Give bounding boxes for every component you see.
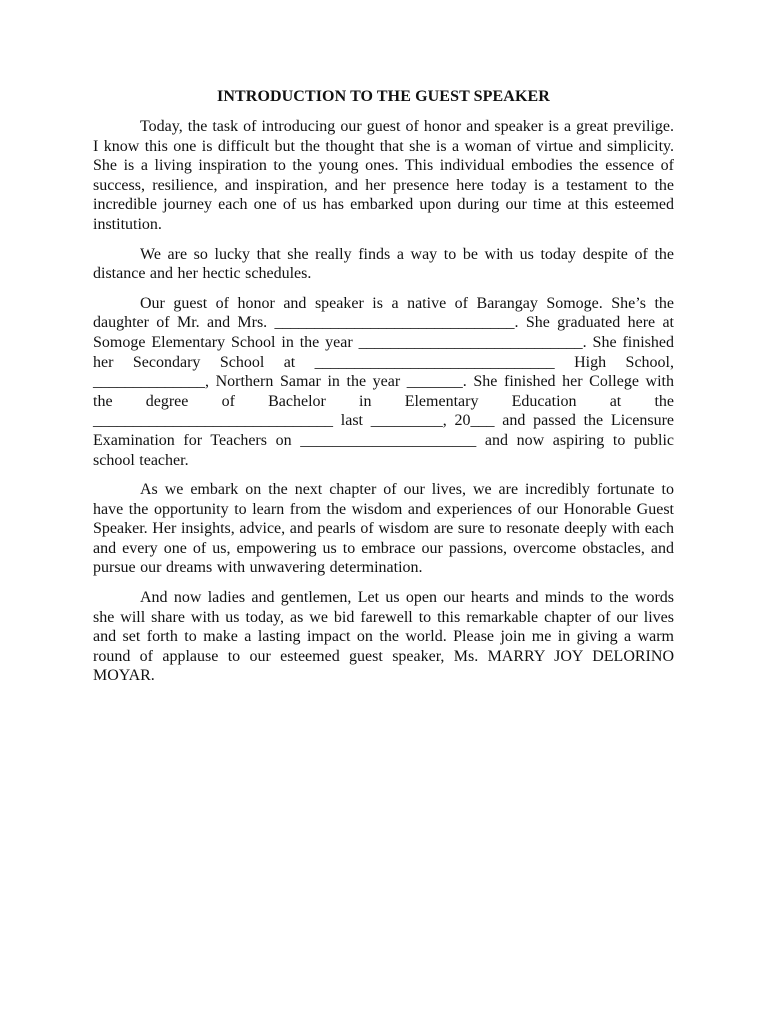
paragraph-closing: And now ladies and gentlemen, Let us open our hearts and minds to the words she will share with us today, as we bid farewell to this remarkable chapter of our lives and set forth to make a lasting impact on the world. Please join me in giving a warm round of applause to our esteemed guest speaker, Ms. MARRY JOY DELORINO MOYAR. — [93, 589, 674, 685]
document-page — [93, 86, 674, 696]
paragraph-background: Our guest of honor and speaker is a native of Barangay Somoge. She’s the daughter of Mr. and Mrs. ______________________________. She graduated here at Somoge Elementary School in the year ____________________________. She finished her Secondary School at ______________________________ High School, ______________, Northern Samar in the year _______. She finished her College with the degree of Bachelor in Elementary Education at the ______________________________ last _________, 20___ and passed the Licensure Examination for Teachers on ______________________ and now aspiring to public school teacher. — [93, 294, 674, 469]
paragraph-gratitude: We are so lucky that she really finds a way to be with us today despite of the distance and her hectic schedules. — [93, 245, 674, 283]
paragraph-introduction: Today, the task of introducing our guest of honor and speaker is a great previlige. I know this one is difficult but the thought that she is a woman of virtue and simplicity. She is a living inspiration to the young ones. This individual embodies the essence of success, resilience, and inspiration, and her presence here today is a testament to the incredible journey each one of us has embarked upon during our time at this esteemed institution. — [93, 118, 674, 233]
paragraph-wisdom: As we embark on the next chapter of our lives, we are incredibly fortunate to have the opportunity to learn from the wisdom and experiences of our Honorable Guest Speaker. Her insights, advice, and pearls of wisdom are sure to resonate deeply with each and every one of us, empowering us to embrace our passions, overcome obstacles, and pursue our dreams with unwavering determination. — [93, 481, 674, 577]
page-title: INTRODUCTION TO THE GUEST SPEAKER — [217, 88, 550, 105]
